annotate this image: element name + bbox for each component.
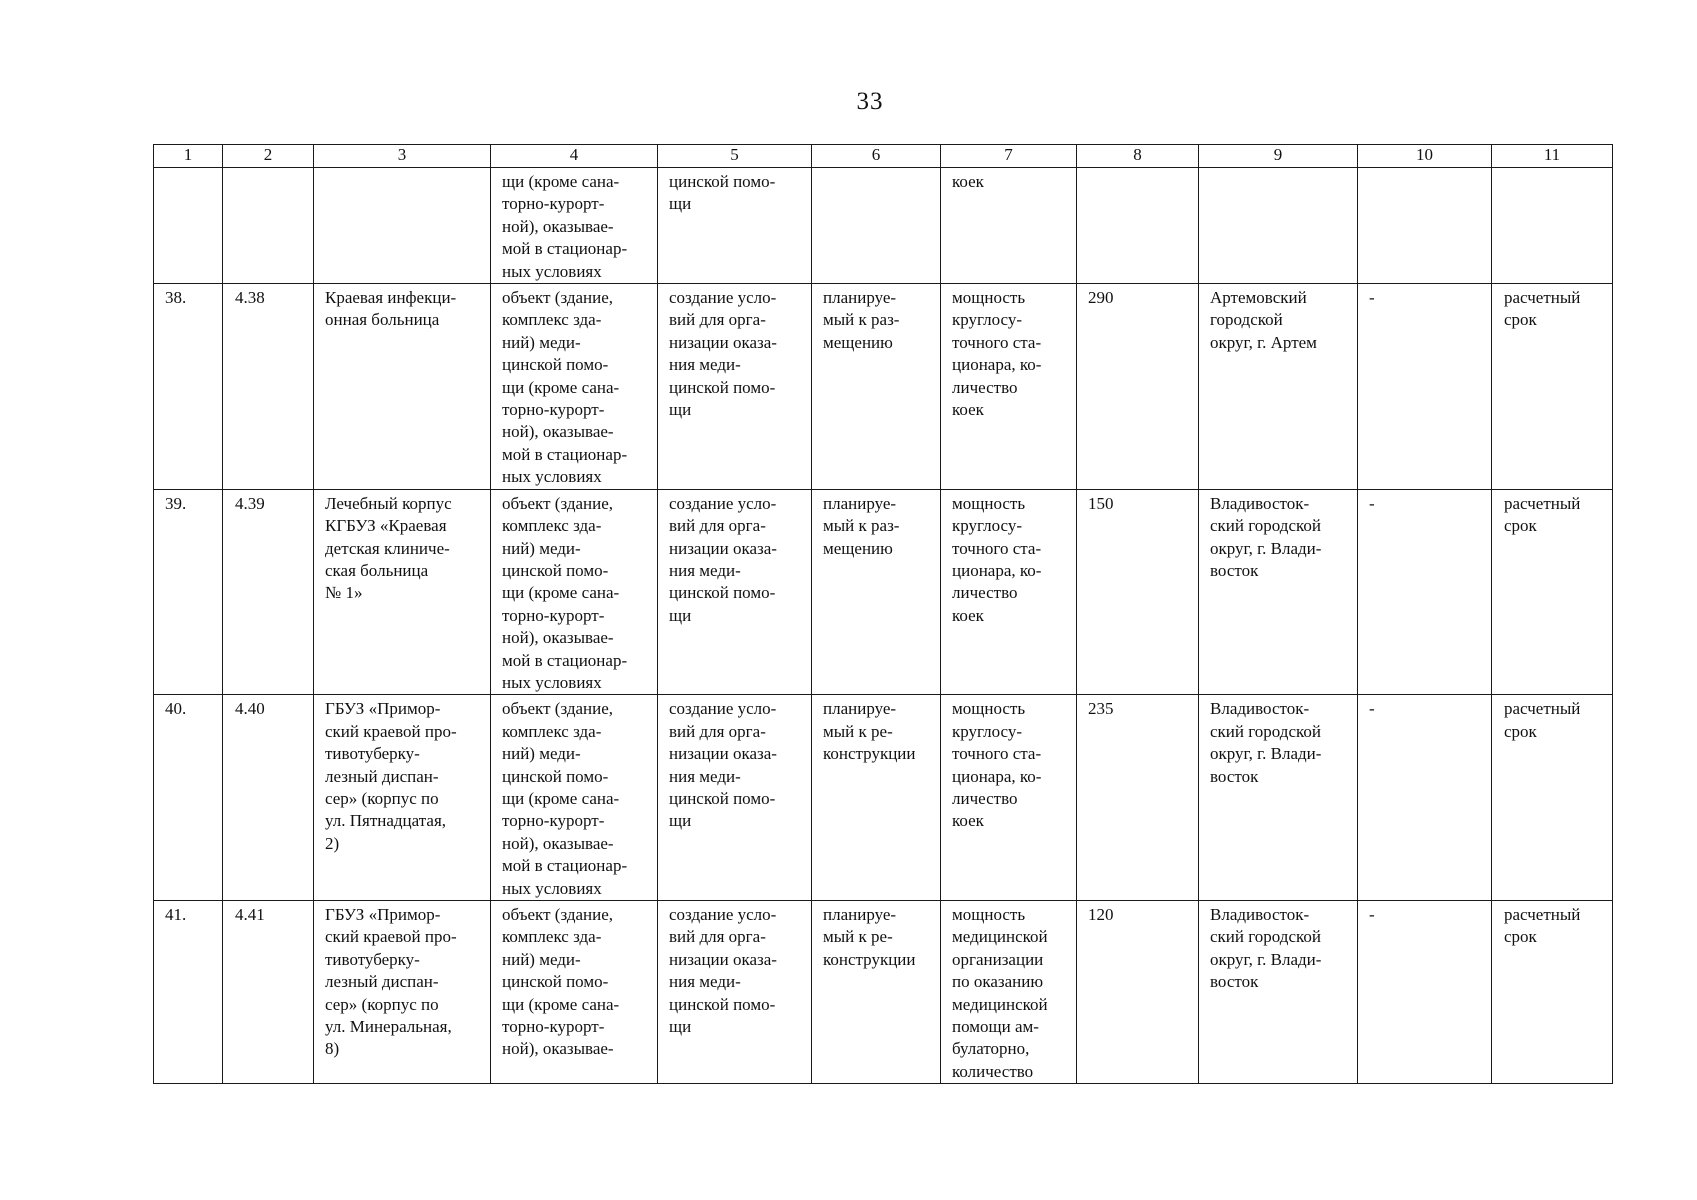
object-code: 4.41 — [235, 905, 265, 924]
implementation-term: расчетный срок — [1504, 493, 1581, 536]
object-status — [812, 168, 940, 171]
row-number: 40. — [165, 699, 187, 719]
object-name: ГБУЗ «Примор- ский краевой про- тивотуберку- лезный диспан- сер» (корпус по ул. Пятнадцатая, 2) — [325, 699, 457, 853]
capacity-value: 290 — [1088, 288, 1114, 308]
object-type: объект (здание, комплекс зда- ний) меди- цинской помо- щи (кроме сана- торно-курорт- ной), оказывае- мой в стационар- ных условиях — [502, 699, 628, 898]
column-header: 9 — [1199, 145, 1358, 168]
object-type: объект (здание, комплекс зда- ний) меди- цинской помо- щи (кроме сана- торно-курорт- ной), оказывае- мой в стационар- ных условиях — [502, 288, 628, 487]
row-number: 39. — [165, 493, 187, 513]
column-header: 2 — [223, 145, 314, 168]
zone-info: - — [1369, 288, 1375, 308]
location — [1199, 168, 1357, 171]
object-name — [314, 168, 490, 171]
capacity-description: мощность круглосу- точного ста- ционара, ко- личество коек — [952, 288, 1042, 420]
zone-info: - — [1369, 905, 1375, 924]
implementation-term: расчетный срок — [1504, 288, 1581, 330]
object-purpose: цинской помо- щи — [669, 172, 776, 214]
object-code: 4.39 — [235, 493, 265, 513]
object-type: щи (кроме сана- торно-курорт- ной), оказывае- мой в стационар- ных условиях — [502, 172, 628, 281]
location: Владивосток- ский городской округ, г. Влади- восток — [1210, 493, 1322, 580]
capacity-description: мощность медицинской организации по оказанию медицинской помощи ам- булаторно, количество — [952, 905, 1048, 1081]
column-header: 4 — [491, 145, 658, 168]
table-row — [154, 284, 1613, 490]
object-purpose: создание усло- вий для орга- низации оказа- ния меди- цинской помо- щи — [669, 905, 777, 1037]
object-name: Краевая инфекци- онная больница — [325, 288, 457, 330]
implementation-term: расчетный срок — [1504, 905, 1581, 947]
column-header: 3 — [314, 145, 491, 168]
capacity-value: 235 — [1088, 699, 1114, 719]
table-row — [154, 901, 1613, 1084]
object-code: 4.40 — [235, 699, 265, 719]
capacity-value: 150 — [1088, 493, 1114, 513]
row-number: 38. — [165, 288, 187, 308]
column-header: 5 — [658, 145, 812, 168]
object-status: планируе- мый к ре- конструкции — [823, 699, 916, 764]
capacity-description: коек — [952, 172, 984, 191]
column-header: 7 — [941, 145, 1077, 168]
object-name: ГБУЗ «Примор- ский краевой про- тивотуберку- лезный диспан- сер» (корпус по ул. Минеральная, 8) — [325, 905, 457, 1059]
implementation-term — [1492, 168, 1612, 171]
capacity-value — [1077, 168, 1198, 171]
object-purpose: создание усло- вий для орга- низации оказа- ния меди- цинской помо- щи — [669, 493, 777, 625]
planning-objects-table — [153, 144, 1613, 1084]
object-code: 4.38 — [235, 288, 265, 308]
column-header: 10 — [1358, 145, 1492, 168]
implementation-term: расчетный срок — [1504, 699, 1581, 741]
object-purpose: создание усло- вий для орга- низации оказа- ния меди- цинской помо- щи — [669, 699, 777, 831]
column-header: 1 — [154, 145, 223, 168]
location: Артемовский городской округ, г. Артем — [1210, 288, 1317, 352]
column-header: 8 — [1077, 145, 1199, 168]
row-number: 41. — [165, 905, 187, 924]
capacity-description: мощность круглосу- точного ста- ционара, ко- личество коек — [952, 699, 1042, 831]
table-row — [154, 695, 1613, 901]
page-number: 33 — [856, 88, 884, 115]
zone-info — [1358, 168, 1491, 171]
object-status: планируе- мый к раз- мещению — [823, 493, 900, 558]
row-number — [154, 168, 222, 171]
capacity-description: мощность круглосу- точного ста- ционара, ко- личество коек — [952, 493, 1042, 625]
column-header: 11 — [1492, 145, 1613, 168]
location: Владивосток- ский городской округ, г. Влади- восток — [1210, 699, 1322, 786]
object-name: Лечебный корпус КГБУЗ «Краевая детская клиниче- ская больница № 1» — [325, 493, 452, 603]
object-type: объект (здание, комплекс зда- ний) меди- цинской помо- щи (кроме сана- торно-курорт- ной), оказывае- мой в стационар- ных условиях — [502, 493, 628, 692]
table-row — [154, 489, 1613, 695]
object-status: планируе- мый к раз- мещению — [823, 288, 900, 352]
object-purpose: создание усло- вий для орга- низации оказа- ния меди- цинской помо- щи — [669, 288, 777, 420]
object-type: объект (здание, комплекс зда- ний) меди- цинской помо- щи (кроме сана- торно-курорт- ной), оказывае- — [502, 905, 620, 1059]
zone-info: - — [1369, 493, 1375, 513]
object-status: планируе- мый к ре- конструкции — [823, 905, 916, 969]
location: Владивосток- ский городской округ, г. Влади- восток — [1210, 905, 1322, 992]
object-code — [223, 168, 313, 171]
column-number-row — [154, 145, 1613, 168]
zone-info: - — [1369, 699, 1375, 719]
table-row-continuation — [154, 168, 1613, 284]
capacity-value: 120 — [1088, 905, 1114, 924]
column-header: 6 — [812, 145, 941, 168]
